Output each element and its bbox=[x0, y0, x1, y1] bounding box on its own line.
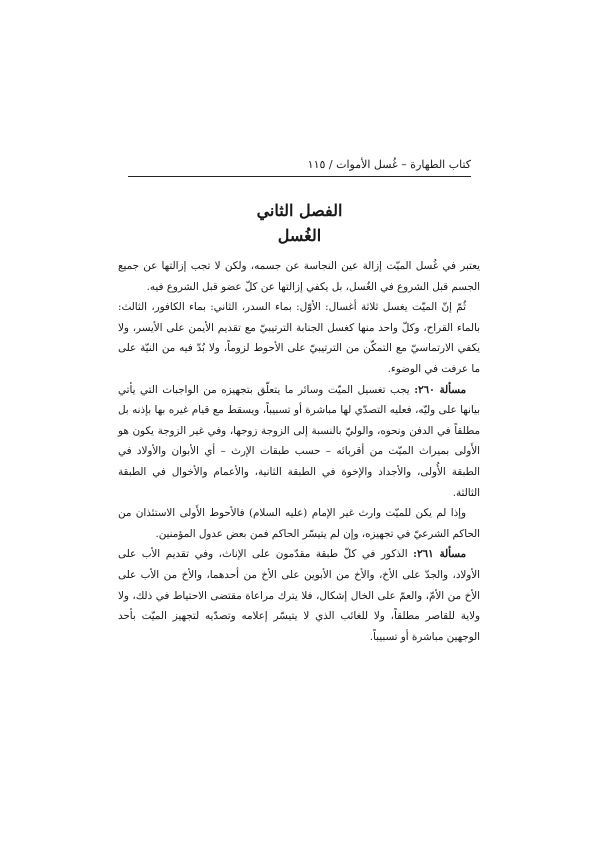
chapter-title: الفصل الثاني bbox=[256, 201, 343, 220]
section-title: الغُسل bbox=[277, 226, 322, 245]
body-text bbox=[118, 256, 480, 647]
issue-260-heading: مسألة ٢٦٠: bbox=[414, 383, 466, 396]
issue-261 bbox=[118, 544, 480, 647]
issue-260 bbox=[118, 380, 480, 504]
issue-261-heading: مسألة ٢٦١: bbox=[413, 548, 466, 561]
header-divider bbox=[128, 176, 471, 177]
paragraph-three-washes: ثُمّ إنّ الميّت يغسل ثلاثة أغسال: الأوّل: بماء السدر، الثاني: بماء الكافور، الثالث: بالماء القراح، وكلّ واحد منها كغسل الجنابة الترتيبيّ مع تقديم الأيمن على الأيسر، ولا يكفي الارتماسيّ مع التمكّن من الترتيبيّ على الأحوط لزوماً، ولا بُدّ فيه من النيّة على ما عرفت في الوضوء. bbox=[118, 301, 480, 375]
issue-260-text: يجب تغسيل الميّت وسائر ما يتعلّق بتجهيزه من الواجبات التي يأتي بيانها على وليّه، فعليه التصدّي لها مباشرة أو تسبيباً، ويسقط مع قيام غيره بها بإذنه بل مطلقاً في الدفن ونحوه، والوليّ بالنسبة إلى الزوجة زوجها، وفي غير الزوجة يكون هو الأَولى بميراث الميّت من أقربائه – حسب طبقات الإرث – أي الأبوان والأولاد في الطبقة الأُولى، والأجداد والإخوة في الطبقة الثانية، والأعمام والأخوال في الطبقة الثالثة. bbox=[118, 383, 480, 499]
issue-261-text: الذكور في كلّ طبقة مقدّمون على الإناث، وفي تقديم الأب على الأولاد، والجدّ على الأخ، والأخ من الأبوين على الأخ من أحدهما، والأخ من الأب على الأخ من الأمّ، والعمّ على الخال إشكال، فلا يترك مراعاة مقتضى الاحتياط في ذلك، ولا ولاية للقاصر مطلقاً، ولا للغائب الذي لا يتيسّر إعلامه وتصدّيه لتجهيز الميّت بأحد الوجهين مباشرة أو تسبيباً. bbox=[118, 548, 480, 643]
running-header: كتاب الطهارة – غُسل الأموات / ١١٥ bbox=[307, 158, 471, 171]
paragraph-intro: يعتبر في غُسل الميّت إزالة عين النجاسة عن جسمه، ولكن لا تجب إزالتها عن جميع الجسم قبل الشروع في الغُسل، بل يكفي إزالتها عن كلّ عضو قبل الشروع فيه. bbox=[118, 260, 480, 293]
paragraph-guardian-note: وإذا لم يكن للميّت وارث غير الإمام (عليه السلام) فالأحوط الأَولى الاستئذان من الحاكم الشرعيّ في تجهيزه، وإن لم يتيسّر الحاكم فمن بعض عدول المؤمنين. bbox=[118, 507, 480, 540]
